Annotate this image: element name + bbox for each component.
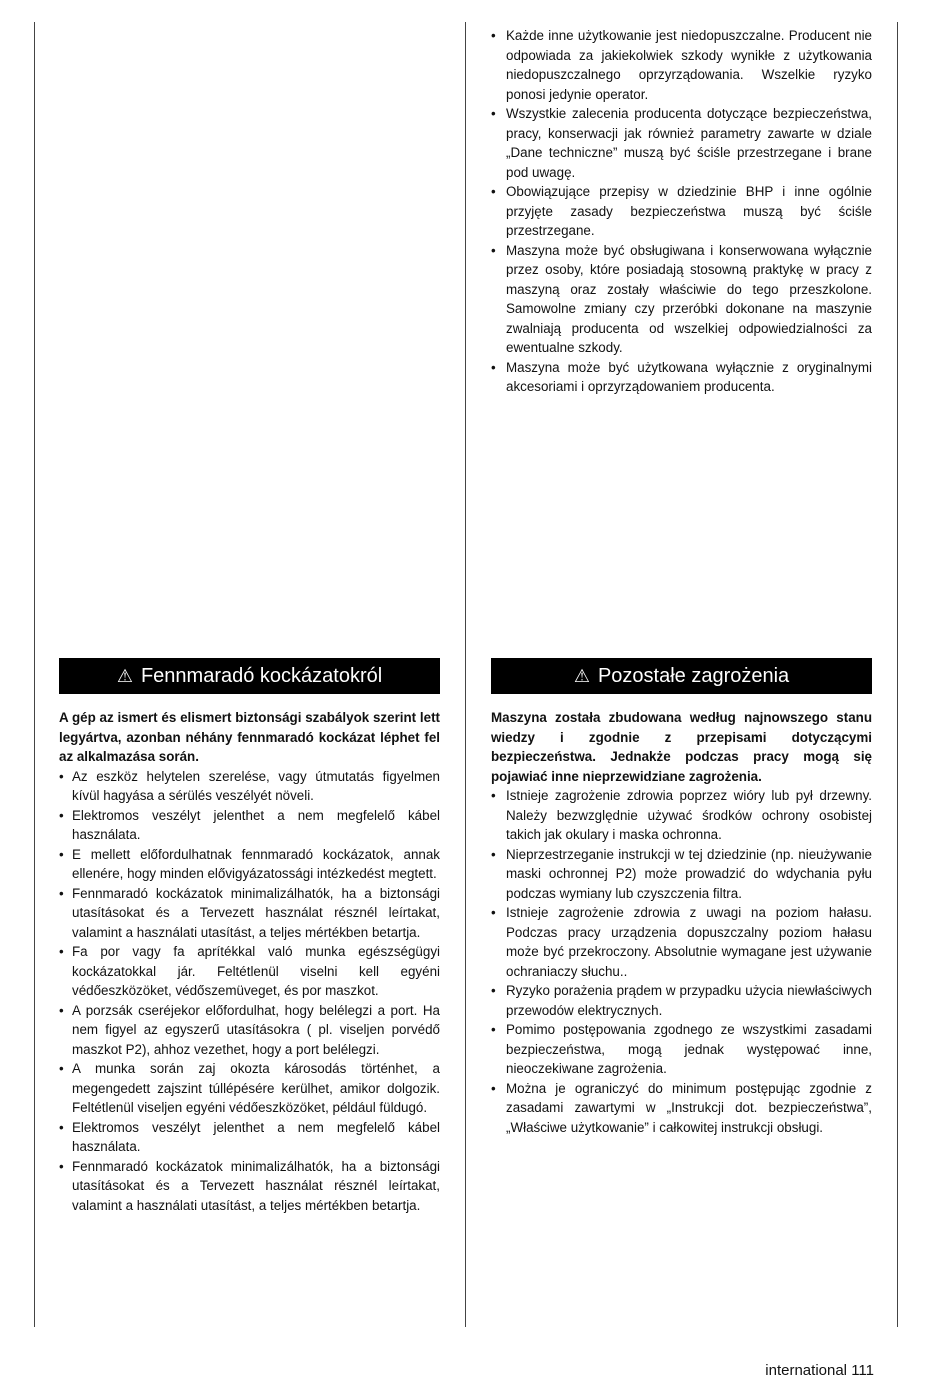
list-item: • Wszystkie zalecenia producenta dotyczące bezpieczeństwa, pracy, konserwacji jak również parametry zawarte w dziale „Dane techniczne” muszą być ściśle przestrzegane i brane pod uwagę. [491, 104, 872, 182]
page-number: 111 [851, 1362, 874, 1379]
right-rule [897, 22, 898, 1327]
list-item: • Fennmaradó kockázatok minimalizálhatók, ha a biztonsági utasításokat és a Tervezett használat résznél leírtakat, valamint a használati utasítást, a teljes mértékben betartja. [59, 1157, 440, 1216]
warning-icon: ⚠ [573, 665, 590, 686]
left-rule [34, 22, 35, 1327]
list-item: • Istnieje zagrożenie zdrowia poprzez wióry lub pył drzewny. Należy bezwzględnie używać środków ochrony osobistej takich jak okulary i maska ochronna. [491, 786, 872, 845]
list-item: • A munka során zaj okozta károsodás történhet, a megengedett zajszint túllépésére kerülhet, amikor dolgozik. Feltétlenül viseljen egyéni védőeszközöket, például füldugó. [59, 1059, 440, 1118]
section-intro: Maszyna została zbudowana według najnowszego stanu wiedzy i zgodnie z przepisami dotyczącymi bezpieczeństwa. Jednakże podczas pracy mogą się pojawiać inne nieprzewidziane zagrożenia. [491, 710, 872, 784]
page-footer [765, 1362, 874, 1379]
list-item: • Każde inne użytkowanie jest niedopuszczalne. Producent nie odpowiada za jakiekolwiek szkody wynikłe z użytkowania niedopuszczalnego oprzyrządowania. Wszelkie ryzyko ponosi jedynie operator. [491, 26, 872, 104]
list-item: • Ryzyko porażenia prądem w przypadku użycia niewłaściwych przewodów elektrycznych. [491, 981, 872, 1020]
right-section-body [491, 708, 872, 1137]
list-item: • Elektromos veszélyt jelenthet a nem megfelelő kábel használata. [59, 1118, 440, 1157]
section-intro: A gép az ismert és elismert biztonsági szabályok szerint lett legyártva, azonban néhány fennmaradó kockázat léphet fel az alkalmazása során. [59, 710, 440, 764]
section-header-remaining-hazards [491, 658, 872, 694]
top-right-column [491, 26, 872, 397]
left-bullet-list [59, 767, 440, 1216]
right-bullet-list [491, 786, 872, 1137]
list-item: • Istnieje zagrożenie zdrowia z uwagi na poziom hałasu. Podczas pracy urządzenia dopuszczalny poziom hałasu może być przekroczony. Absolutnie wymagane jest używanie ochraniaczy słuchu.. [491, 903, 872, 981]
left-section-body [59, 708, 440, 1215]
center-rule [465, 22, 466, 1327]
top-right-bullet-list [491, 26, 872, 397]
list-item: • Pomimo postępowania zgodnego ze wszystkimi zasadami bezpieczeństwa, mogą jednak występować inne, nieoczekiwane zagrożenia. [491, 1020, 872, 1079]
list-item: • E mellett előfordulhatnak fennmaradó kockázatok, annak ellenére, hogy minden elővigyázatossági intézkedést megtett. [59, 845, 440, 884]
list-item: • Az eszköz helytelen szerelése, vagy útmutatás figyelmen kívül hagyása a sérülés veszélyét növeli. [59, 767, 440, 806]
list-item: • Obowiązujące przepisy w dziedzinie BHP i inne ogólnie przyjęte zasady bezpieczeństwa muszą być ściśle przestrzegane. [491, 182, 872, 241]
warning-icon: ⚠ [116, 665, 133, 686]
list-item: • Elektromos veszélyt jelenthet a nem megfelelő kábel használata. [59, 806, 440, 845]
section-title: Fennmaradó kockázatokról [140, 664, 383, 687]
list-item: • Nieprzestrzeganie instrukcji w tej dziedzinie (np. nieużywanie maski ochronnej P2) może prowadzić do wdychania pyłu podczas wymiany lub czyszczenia filtra. [491, 845, 872, 904]
list-item: • Fa por vagy fa aprítékkal való munka egészségügyi kockázatokkal jár. Feltétlenül viselni kell egyéni védőeszközöket, védőszemüveget, és por maszkot. [59, 942, 440, 1001]
list-item: • Maszyna może być obsługiwana i konserwowana wyłącznie przez osoby, które posiadają stosowną praktykę w pracy z maszyną oraz zostały właściwie do tego przeszkolone. Samowolne zmiany czy przeróbki dokonane na maszynie zwalniają producenta od wszelkiej odpowiedzialności za ewentualne szkody. [491, 241, 872, 358]
list-item: • A porzsák cseréjekor előfordulhat, hogy belélegzi a port. Ha nem figyel az egyszerű utasításokra ( pl. viseljen porvédő maszkot P2), ahhoz vezethet, hogy a port belélegzi. [59, 1001, 440, 1060]
list-item: • Maszyna może być użytkowana wyłącznie z oryginalnymi akcesoriami i oprzyrządowaniem producenta. [491, 358, 872, 397]
list-item: • Można je ograniczyć do minimum postępując zgodnie z zasadami zawartymi w „Instrukcji dot. bezpieczeństwa”, „Właściwe użytkowanie” i całkowitej instrukcji obsługi. [491, 1079, 872, 1138]
footer-label: international [765, 1362, 848, 1379]
section-title: Pozostałe zagrożenia [597, 664, 790, 687]
section-header-residual-risks [59, 658, 440, 694]
list-item: • Fennmaradó kockázatok minimalizálhatók, ha a biztonsági utasításokat és a Tervezett használat résznél leírtakat, valamint a használati utasítást, a teljes mértékben betartja. [59, 884, 440, 943]
